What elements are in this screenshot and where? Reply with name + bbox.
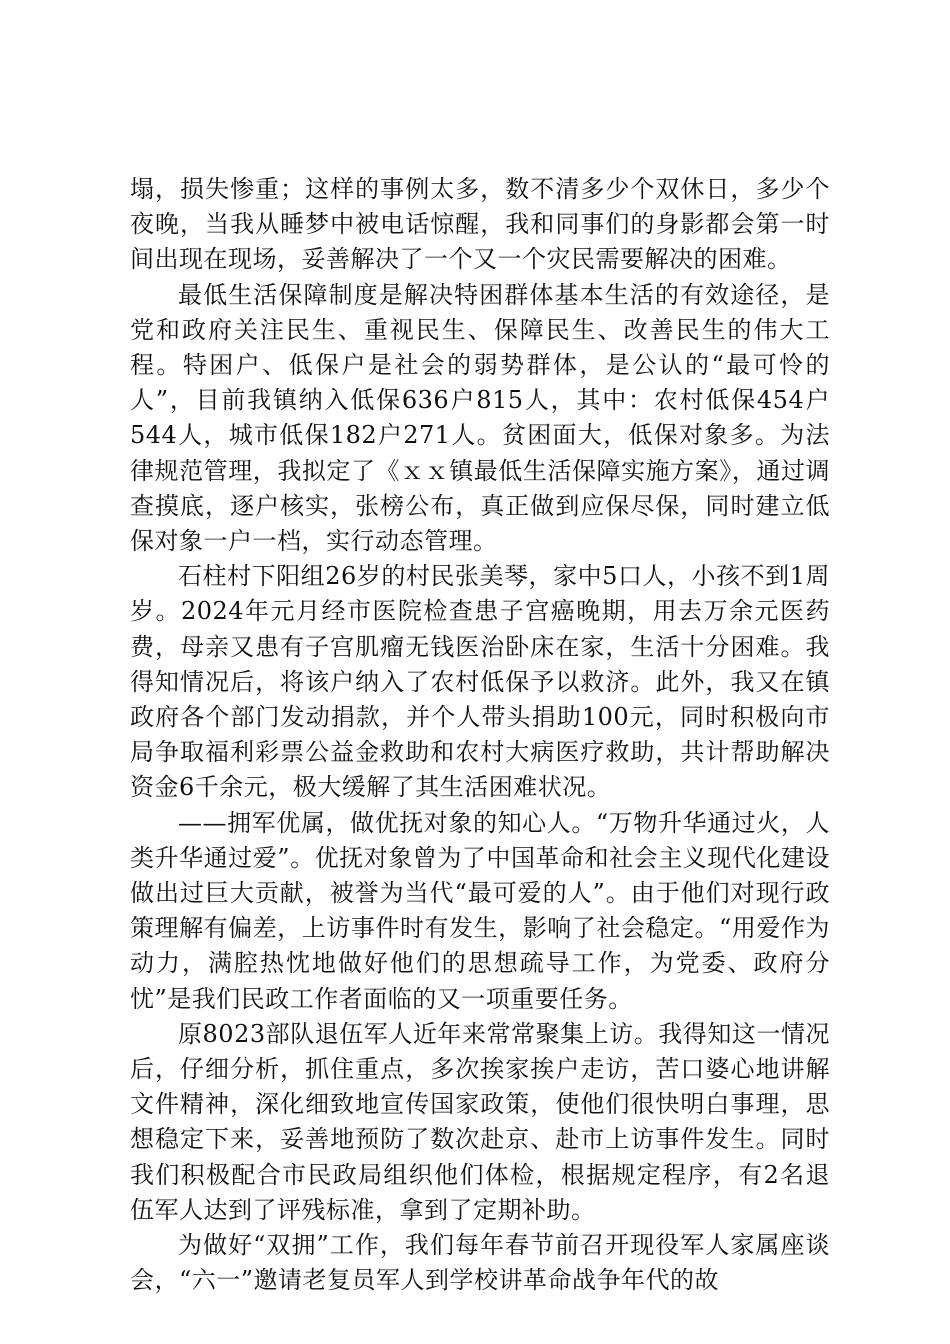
paragraph: 原8023部队退伍军人近年来常常聚集上访。我得知这一情况后，仔细分析，抓住重点，多次挨家挨户走访，苦口婆心地讲解文件精神，深化细致地宣传国家政策，使他们很快明白事理，思想稳定下来，妥善地预防了数次赴京、赴市上访事件发生。同时我们积极配合市民政局组织他们体检，根据规定程序，有2名退伍军人达到了评残标准，拿到了定期补助。 — [130, 1019, 830, 1224]
paragraph: 石柱村下阳组26岁的村民张美琴，家中5口人，小孩不到1周岁。2024年元月经市医院检查患子宫癌晚期，用去万余元医药费，母亲又患有子宫肌瘤无钱医治卧床在家，生活十分困难。我得知情况后，将该户纳入了农村低保予以救济。此外，我又在镇政府各个部门发动捐款，并个人带头捐助100元，同时积极向市局争取福利彩票公益金救助和农村大病医疗救助，共计帮助解决资金6千余元，极大缓解了其生活困难状况。 — [130, 562, 830, 802]
paragraph: ——拥军优属，做优抚对象的知心人。“万物升华通过火，人类升华通过爱”。优抚对象曾为了中国革命和社会主义现代化建设做出过巨大贡献，被誉为当代“最可爱的人”。由于他们对现行政策理解有偏差，上访事件时有发生，影响了社会稳定。“用爱作为动力，满腔热忱地做好他们的思想疏导工作，为党委、政府分忧”是我们民政工作者面临的又一项重要任务。 — [130, 808, 830, 1013]
document-body — [130, 172, 830, 1299]
paragraph: 最低生活保障制度是解决特困群体基本生活的有效途径，是党和政府关注民生、重视民生、保障民生、改善民生的伟大工程。特困户、低保户是社会的弱势群体，是公认的“最可怜的人”，目前我镇纳入低保636户815人，其中：农村低保454户544人，城市低保182户271人。贫困面大，低保对象多。为法律规范管理，我拟定了《ｘｘ镇最低生活保障实施方案》，通过调查摸底，逐户核实，张榜公布，真正做到应保尽保，同时建立低保对象一户一档，实行动态管理。 — [130, 280, 830, 556]
paragraph: 为做好“双拥”工作，我们每年春节前召开现役军人家属座谈会，“六一”邀请老复员军人到学校讲革命战争年代的故 — [130, 1231, 830, 1295]
paragraph: 塌，损失惨重；这样的事例太多，数不清多少个双休日，多少个夜晚，当我从睡梦中被电话惊醒，我和同事们的身影都会第一时间出现在现场，妥善解决了一个又一个灾民需要解决的困难。 — [130, 175, 830, 274]
